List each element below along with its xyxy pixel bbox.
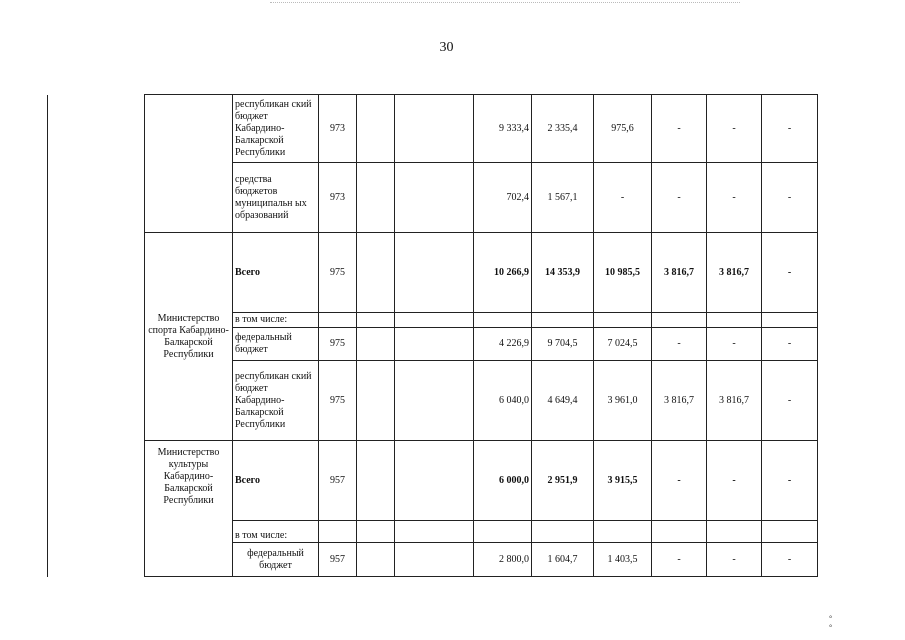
- empty-cell: [395, 163, 474, 233]
- value-cell: 3 915,5: [594, 441, 652, 521]
- funding-source-cell: республикан ский бюджет Кабардино-Балкарской Республики: [233, 361, 319, 441]
- value-cell: 1 567,1: [532, 163, 594, 233]
- blank-first-column: [48, 441, 145, 577]
- empty-cell: [357, 95, 395, 163]
- code-cell: 975: [319, 361, 357, 441]
- scan-top-edge: [270, 2, 740, 3]
- code-cell: 975: [319, 328, 357, 361]
- empty-cell: [357, 313, 395, 328]
- table-row: [48, 441, 818, 521]
- empty-cell: [395, 313, 474, 328]
- department-cell-empty: [145, 95, 233, 233]
- value-cell: [594, 313, 652, 328]
- empty-cell: [395, 521, 474, 543]
- code-cell: 957: [319, 543, 357, 577]
- department-sport: Министерство спорта Кабардино-Балкарской Республики: [145, 233, 233, 441]
- value-cell: 9 704,5: [532, 328, 594, 361]
- value-cell: [474, 313, 532, 328]
- value-cell: 3 961,0: [594, 361, 652, 441]
- value-cell: 2 800,0: [474, 543, 532, 577]
- value-cell: [762, 313, 818, 328]
- value-cell: -: [707, 163, 762, 233]
- funding-source-cell: республикан ский бюджет Кабардино-Балкарской Республики: [233, 95, 319, 163]
- value-cell: [652, 521, 707, 543]
- value-cell: [762, 521, 818, 543]
- budget-table: [47, 94, 818, 577]
- table-row: [48, 233, 818, 313]
- empty-cell: [357, 441, 395, 521]
- empty-cell: [357, 361, 395, 441]
- value-cell: 3 816,7: [652, 233, 707, 313]
- value-cell: 6 040,0: [474, 361, 532, 441]
- value-cell: -: [652, 328, 707, 361]
- value-cell: [474, 521, 532, 543]
- value-cell: -: [652, 543, 707, 577]
- empty-cell: [395, 95, 474, 163]
- value-cell: 6 000,0: [474, 441, 532, 521]
- empty-cell: [395, 328, 474, 361]
- value-cell: 3 816,7: [707, 361, 762, 441]
- funding-source-cell: федеральный бюджет: [233, 543, 319, 577]
- value-cell: -: [707, 441, 762, 521]
- value-cell: -: [762, 361, 818, 441]
- value-cell: -: [652, 95, 707, 163]
- funding-source-cell: в том числе:: [233, 313, 319, 328]
- value-cell: 702,4: [474, 163, 532, 233]
- blank-first-column: [48, 233, 145, 441]
- funding-source-cell: Всего: [233, 441, 319, 521]
- value-cell: 1 403,5: [594, 543, 652, 577]
- value-cell: 1 604,7: [532, 543, 594, 577]
- code-cell: 975: [319, 233, 357, 313]
- value-cell: -: [707, 95, 762, 163]
- empty-cell: [357, 328, 395, 361]
- page-number: 30: [439, 40, 454, 55]
- value-cell: -: [762, 233, 818, 313]
- value-cell: [652, 313, 707, 328]
- value-cell: [532, 521, 594, 543]
- value-cell: [532, 313, 594, 328]
- value-cell: -: [762, 543, 818, 577]
- empty-cell: [357, 521, 395, 543]
- value-cell: [594, 521, 652, 543]
- blank-first-column: [48, 95, 145, 233]
- value-cell: 4 226,9: [474, 328, 532, 361]
- empty-cell: [357, 543, 395, 577]
- value-cell: -: [707, 328, 762, 361]
- funding-source-cell: в том числе:: [233, 521, 319, 543]
- value-cell: 3 816,7: [707, 233, 762, 313]
- value-cell: 975,6: [594, 95, 652, 163]
- scan-corner-marks: ° °: [829, 614, 867, 632]
- value-cell: -: [762, 95, 818, 163]
- value-cell: 7 024,5: [594, 328, 652, 361]
- funding-source-cell: средства бюджетов муниципальн ых образований: [233, 163, 319, 233]
- funding-source-cell: федеральный бюджет: [233, 328, 319, 361]
- value-cell: -: [762, 163, 818, 233]
- empty-cell: [357, 233, 395, 313]
- value-cell: -: [707, 543, 762, 577]
- value-cell: 10 985,5: [594, 233, 652, 313]
- value-cell: -: [652, 441, 707, 521]
- value-cell: 14 353,9: [532, 233, 594, 313]
- value-cell: [707, 521, 762, 543]
- empty-cell: [357, 163, 395, 233]
- value-cell: [707, 313, 762, 328]
- code-cell: 957: [319, 441, 357, 521]
- empty-cell: [395, 233, 474, 313]
- value-cell: -: [652, 163, 707, 233]
- value-cell: 9 333,4: [474, 95, 532, 163]
- department-culture: Министерство культуры Кабардино-Балкарской Республики: [145, 441, 233, 577]
- value-cell: -: [762, 328, 818, 361]
- value-cell: 2 335,4: [532, 95, 594, 163]
- funding-source-cell: Всего: [233, 233, 319, 313]
- code-cell: 973: [319, 163, 357, 233]
- value-cell: 3 816,7: [652, 361, 707, 441]
- table-row: [48, 95, 818, 163]
- code-cell: [319, 521, 357, 543]
- value-cell: -: [594, 163, 652, 233]
- value-cell: 10 266,9: [474, 233, 532, 313]
- empty-cell: [395, 361, 474, 441]
- value-cell: 2 951,9: [532, 441, 594, 521]
- empty-cell: [395, 441, 474, 521]
- empty-cell: [395, 543, 474, 577]
- value-cell: 4 649,4: [532, 361, 594, 441]
- code-cell: [319, 313, 357, 328]
- code-cell: 973: [319, 95, 357, 163]
- value-cell: -: [762, 441, 818, 521]
